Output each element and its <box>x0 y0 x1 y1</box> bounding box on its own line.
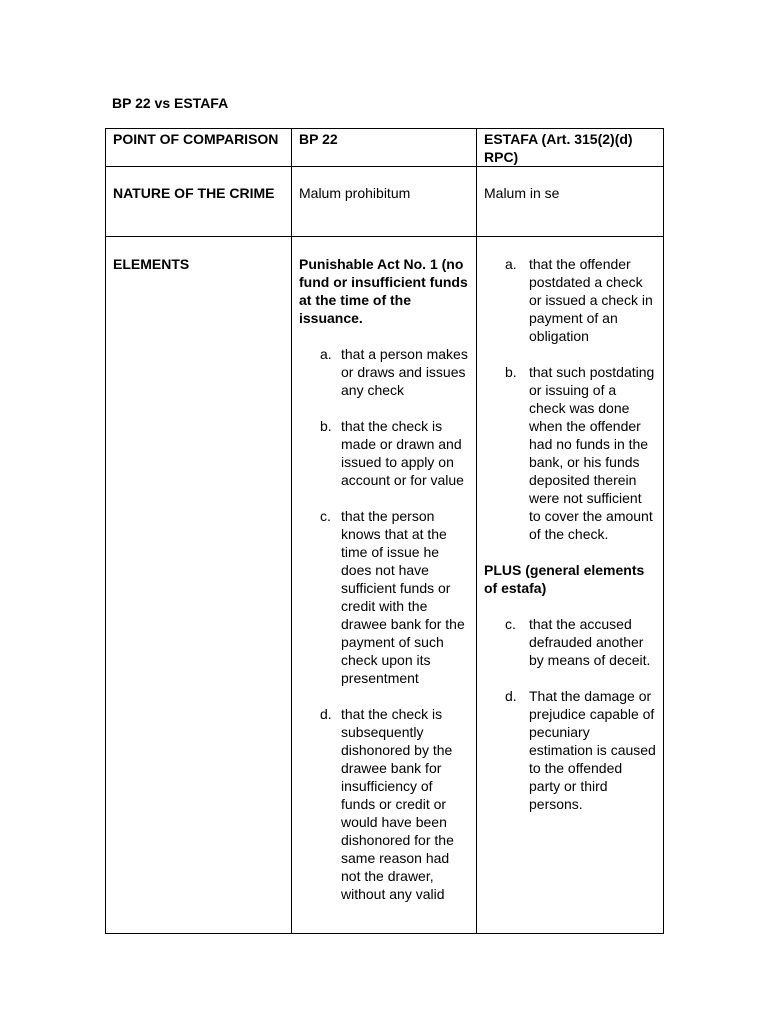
list-item-text: that a person makes or draws and issues any check <box>341 346 468 398</box>
header-estafa: ESTAFA (Art. 315(2)(d) RPC) <box>477 129 664 167</box>
list-item <box>299 417 469 489</box>
list-item <box>484 255 656 345</box>
estafa-plus-general-elements: PLUS (general elements of estafa) <box>484 562 645 596</box>
list-item-text: that the person knows that at the time of issue he does not have sufficient funds or credit with the drawee bank for the payment of such check upon its presentment <box>341 508 465 686</box>
list-marker: a. <box>320 346 332 362</box>
table-row-nature <box>106 167 664 237</box>
estafa-elements-list-1 <box>484 255 656 543</box>
elements-label: ELEMENTS <box>106 237 292 934</box>
list-item-text: That the damage or prejudice capable of pecuniary estimation is caused to the offended party or third persons. <box>529 688 656 812</box>
list-item <box>484 615 656 669</box>
header-point-of-comparison: POINT OF COMPARISON <box>106 129 292 167</box>
list-item-text: that the accused defrauded another by means of deceit. <box>529 616 651 668</box>
bp22-punishable-act-heading: Punishable Act No. 1 (no fund or insufficient funds at the time of the issuance. <box>299 256 468 326</box>
list-item <box>299 507 469 687</box>
list-marker: c. <box>320 508 331 524</box>
nature-label: NATURE OF THE CRIME <box>106 167 292 237</box>
document-title: BP 22 vs ESTAFA <box>112 95 229 111</box>
table-row-elements <box>106 237 664 934</box>
elements-estafa <box>477 237 664 934</box>
list-marker: d. <box>505 688 517 704</box>
list-item-text: that the offender postdated a check or issued a check in payment of an obligation <box>529 256 653 344</box>
list-item-text: that the check is subsequently dishonored by the drawee bank for insufficiency of funds or credit or would have been dishonored for the same reason had not the drawer, without any valid <box>341 706 454 902</box>
list-item <box>299 705 469 903</box>
list-item-text: that the check is made or drawn and issued to apply on account or for value <box>341 418 464 488</box>
nature-bp22: Malum prohibitum <box>292 167 477 237</box>
bp22-elements-list <box>299 345 469 903</box>
list-item <box>484 687 656 813</box>
nature-estafa: Malum in se <box>477 167 664 237</box>
list-marker: b. <box>505 364 517 380</box>
comparison-table <box>105 128 664 934</box>
table-header-row <box>106 129 664 167</box>
header-bp22: BP 22 <box>292 129 477 167</box>
elements-bp22 <box>292 237 477 934</box>
list-marker: d. <box>320 706 332 722</box>
list-item-text: that such postdating or issuing of a check was done when the offender had no funds in the bank, or his funds deposited therein were not sufficient to cover the amount of the check. <box>529 364 655 542</box>
estafa-elements-list-2 <box>484 615 656 813</box>
list-item <box>484 363 656 543</box>
list-item <box>299 345 469 399</box>
list-marker: b. <box>320 418 332 434</box>
list-marker: c. <box>505 616 516 632</box>
list-marker: a. <box>505 256 517 272</box>
